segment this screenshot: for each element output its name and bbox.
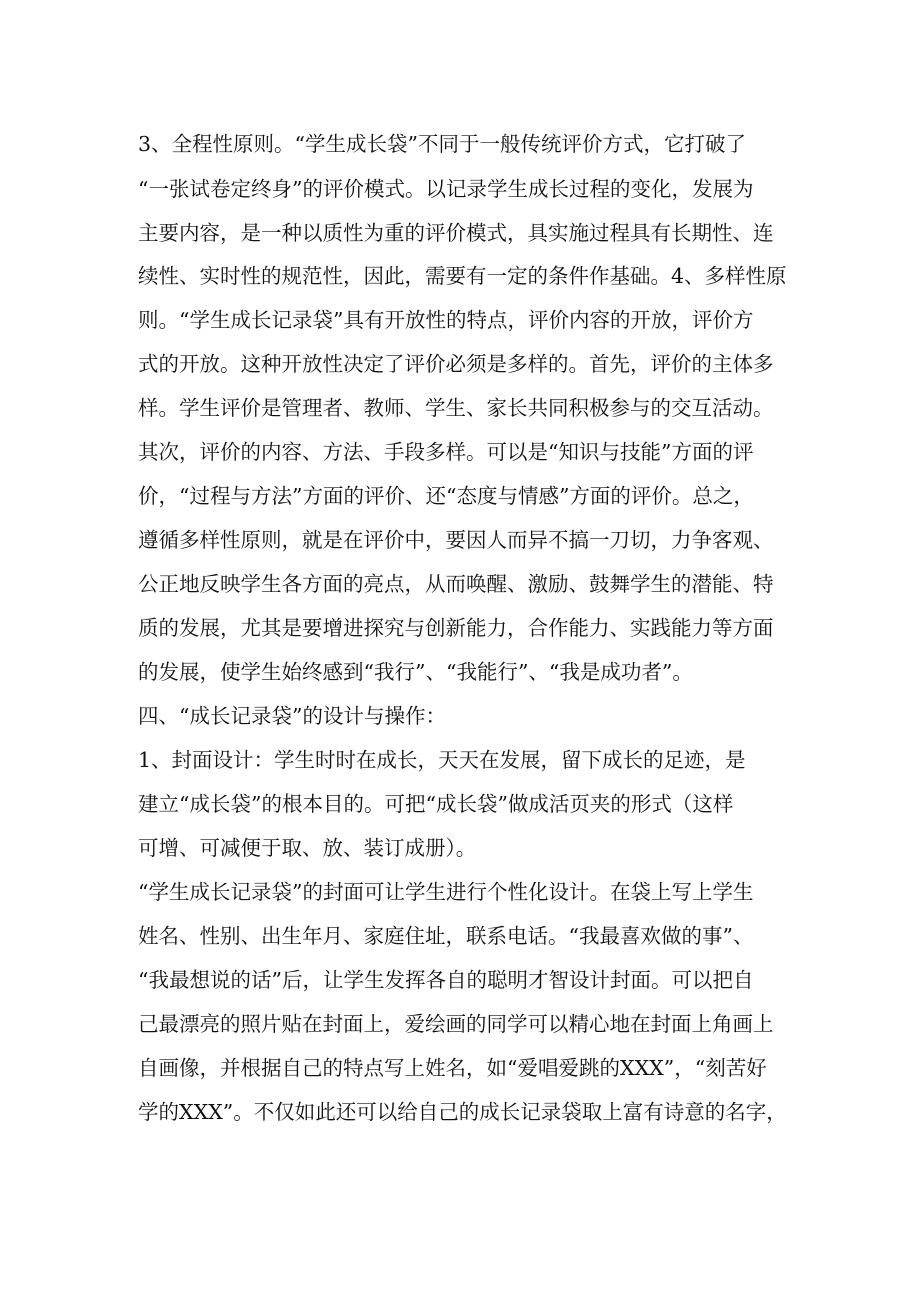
text-line: 建立“成长袋”的根本目的。可把“成长袋”做成活页夹的形式（这样 [138, 792, 734, 816]
text-line: 1、封面设计：学生时时在成长，天天在发展，留下成长的足迹，是 [138, 748, 746, 772]
section-heading: 四、“成长记录袋”的设计与操作： [138, 704, 446, 728]
text-line: 学的XXX”。不仅如此还可以给自己的成长记录袋取上富有诗意的名字， [138, 1100, 787, 1124]
text-line: 的发展，使学生始终感到“我行”、“我能行”、“我是成功者”。 [138, 660, 693, 684]
text-line: 3、全程性原则。“学生成长袋”不同于一般传统评价方式，它打破了 [138, 132, 747, 156]
text-line: 公正地反映学生各方面的亮点，从而唤醒、激励、鼓舞学生的潜能、特 [138, 572, 774, 596]
text-line: 则。“学生成长记录袋”具有开放性的特点，评价内容的开放，评价方 [138, 308, 754, 332]
text-line: 质的发展，尤其是要增进探究与创新能力，合作能力、实践能力等方面 [138, 616, 774, 640]
text-line: 姓名、性别、出生年月、家庭住址，联系电话。“我最喜欢做的事”、 [138, 924, 754, 948]
text-line: 价，“过程与方法”方面的评价、还“态度与情感”方面的评价。总之， [138, 484, 754, 508]
text-line: 样。学生评价是管理者、教师、学生、家长共同积极参与的交互活动。 [138, 396, 774, 420]
text-line: “我最想说的话”后，让学生发挥各自的聪明才智设计封面。可以把自 [138, 968, 754, 992]
text-line: 自画像，并根据自己的特点写上姓名，如“爱唱爱跳的XXX”，“刻苦好 [138, 1056, 767, 1080]
text-line: 式的开放。这种开放性决定了评价必须是多样的。首先，评价的主体多 [138, 352, 774, 376]
text-line: “一张试卷定终身”的评价模式。以记录学生成长过程的变化，发展为 [138, 177, 754, 201]
text-line: 可增、可减便于取、放、装订成册）。 [138, 836, 477, 860]
text-line: 遵循多样性原则，就是在评价中，要因人而异不搞一刀切，力争客观、 [138, 528, 774, 552]
text-line: 其次，评价的内容、方法、手段多样。可以是“知识与技能”方面的评 [138, 440, 754, 464]
text-line: 续性、实时性的规范性，因此，需要有一定的条件作基础。4、多样性原 [138, 264, 787, 288]
text-line: 己最漂亮的照片贴在封面上，爱绘画的同学可以精心地在封面上角画上 [138, 1012, 774, 1036]
text-line: 主要内容，是一种以质性为重的评价模式，具实施过程具有长期性、连 [138, 221, 774, 245]
text-line: “学生成长记录袋”的封面可让学生进行个性化设计。在袋上写上学生 [138, 880, 754, 904]
